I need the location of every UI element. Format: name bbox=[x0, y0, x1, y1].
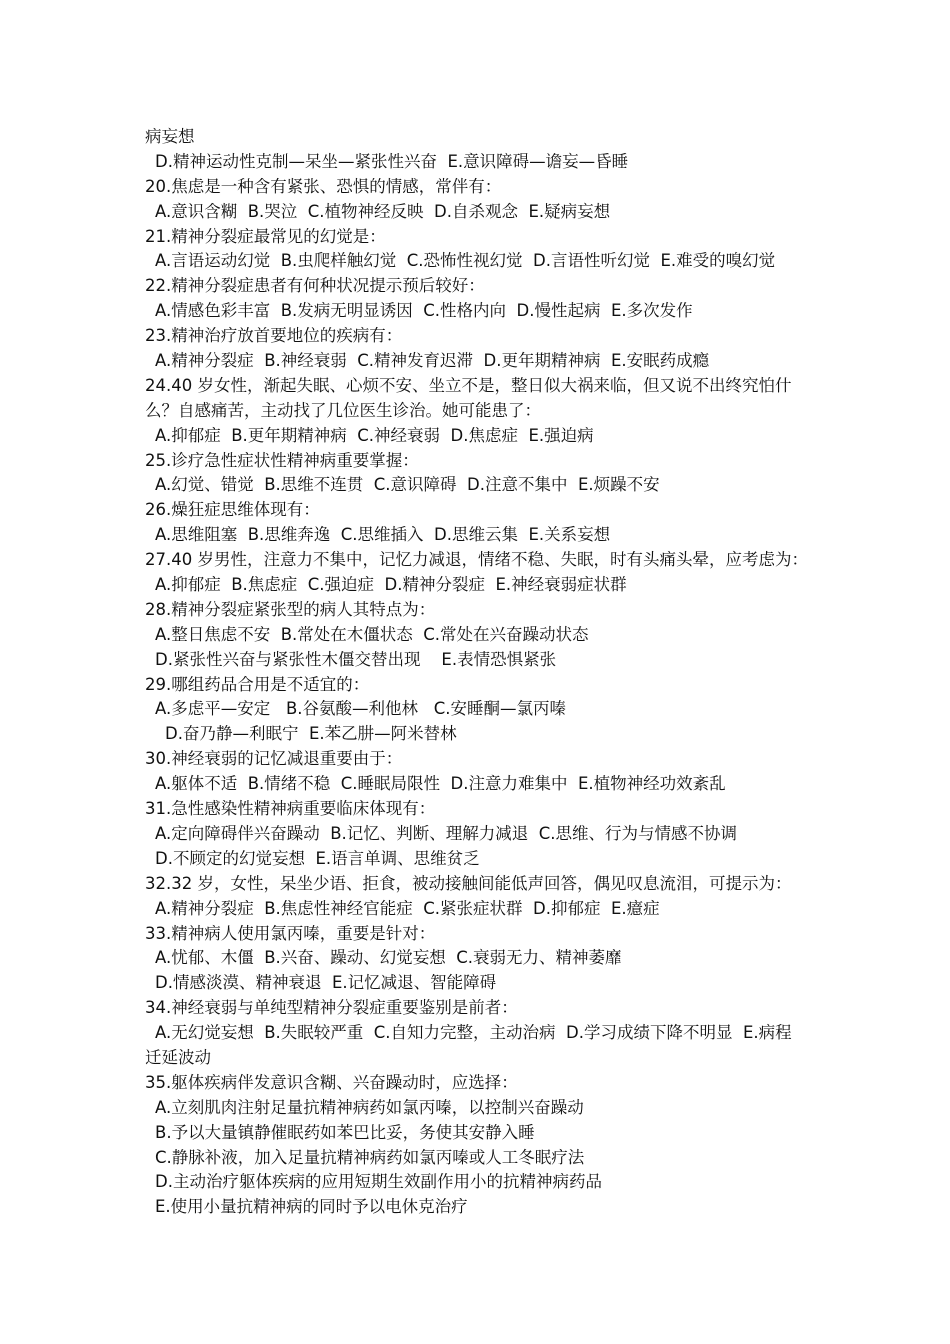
question-options: A.意识含糊 B.哭泣 C.植物神经反映 D.自杀观念 E.疑病妄想 bbox=[155, 201, 611, 221]
question-options: A.思维阻塞 B.思维奔逸 C.思维插入 D.思维云集 E.关系妄想 bbox=[155, 525, 611, 545]
question-22 bbox=[145, 274, 835, 324]
question-options: A.精神分裂症 B.焦虑性神经官能症 C.紧张症状群 D.抑郁症 E.癔症 bbox=[155, 898, 660, 918]
question-option: B.予以大量镇静催眠药如苯巴比妥，务使其安静入睡 bbox=[155, 1122, 535, 1142]
question-option: D.主动治疗躯体疾病的应用短期生效副作用小的抗精神病药品 bbox=[155, 1172, 602, 1192]
question-list bbox=[145, 125, 835, 1220]
question-options: A.情感色彩丰富 B.发病无明显诱因 C.性格内向 D.慢性起病 E.多次发作 bbox=[155, 301, 693, 321]
question-26 bbox=[145, 498, 835, 548]
question-stem: 21.精神分裂症最常见的幻觉是： bbox=[145, 226, 386, 246]
question-option: E.使用小量抗精神病的同时予以电休克治疗 bbox=[155, 1197, 468, 1217]
question-options-wrap: 迁延波动 bbox=[145, 1047, 211, 1067]
question-stem: 33.精神病人使用氯丙嗪，重要是针对： bbox=[145, 923, 436, 943]
question-options: D.不顾定的幻觉妄想 E.语言单调、思维贫乏 bbox=[155, 848, 480, 868]
question-options: A.精神分裂症 B.神经衰弱 C.精神发育迟滞 D.更年期精神病 E.安眠药成瘾 bbox=[155, 351, 710, 371]
question-21 bbox=[145, 225, 835, 275]
question-30 bbox=[145, 747, 835, 797]
question-options: D.奋乃静—利眠宁 E.苯乙肼—阿米替林 bbox=[165, 724, 457, 744]
question-stem: 24.40 岁女性，渐起失眠、心烦不安、坐立不是，整日似大祸来临，但又说不出终究怕什 bbox=[145, 375, 792, 395]
question-24 bbox=[145, 374, 835, 449]
question-options: D.情感淡漠、精神衰退 E.记忆减退、智能障碍 bbox=[155, 973, 497, 993]
question-31 bbox=[145, 797, 835, 872]
question-32 bbox=[145, 872, 835, 922]
question-stem: 29.哪组药品合用是不适宜的： bbox=[145, 674, 370, 694]
question-options: A.抑郁症 B.焦虑症 C.强迫症 D.精神分裂症 E.神经衰弱症状群 bbox=[155, 575, 627, 595]
question-stem: 23.精神治疗放首要地位的疾病有： bbox=[145, 326, 403, 346]
question-options: A.无幻觉妄想 B.失眠较严重 C.自知力完整，主动治病 D.学习成绩下降不明显 E.病程 bbox=[155, 1023, 792, 1043]
question-stem: 么？自感痛苦，主动找了几位医生诊治。她可能患了： bbox=[145, 400, 541, 420]
question-stem: 30.神经衰弱的记忆减退重要由于： bbox=[145, 749, 403, 769]
question-stem: 25.诊疗急性症状性精神病重要掌握： bbox=[145, 450, 419, 470]
question-stem: 35.躯体疾病伴发意识含糊、兴奋躁动时，应选择： bbox=[145, 1072, 518, 1092]
question-stem: 22.精神分裂症患者有何种状况提示预后较好： bbox=[145, 276, 485, 296]
question-33 bbox=[145, 922, 835, 997]
question-options: A.言语运动幻觉 B.虫爬样触幻觉 C.恐怖性视幻觉 D.言语性听幻觉 E.难受的嗅幻觉 bbox=[155, 251, 776, 271]
question-29 bbox=[145, 673, 835, 748]
question-options: A.整日焦虑不安 B.常处在木僵状态 C.常处在兴奋躁动状态 bbox=[155, 624, 589, 644]
question-continuation bbox=[145, 125, 835, 175]
question-options: A.幻觉、错觉 B.思维不连贯 C.意识障碍 D.注意不集中 E.烦躁不安 bbox=[155, 475, 660, 495]
question-stem: 26.燥狂症思维体现有： bbox=[145, 500, 320, 520]
question-20 bbox=[145, 175, 835, 225]
question-options: A.多虑平—安定 B.谷氨酸—利他林 C.安睡酮—氯丙嗪 bbox=[155, 699, 567, 719]
question-stem: 31.急性感染性精神病重要临床体现有： bbox=[145, 799, 436, 819]
question-stem: 28.精神分裂症紧张型的病人其特点为： bbox=[145, 599, 436, 619]
question-stem: 32.32 岁，女性，呆坐少语、拒食，被动接触间能低声回答，偶见叹息流泪，可提示为： bbox=[145, 873, 792, 893]
question-28 bbox=[145, 598, 835, 673]
question-stem: 27.40 岁男性，注意力不集中，记忆力减退，情绪不稳、失眠，时有头痛头晕，应考虑为： bbox=[145, 550, 808, 570]
continuation-line: 病妄想 bbox=[145, 127, 195, 146]
question-options: A.抑郁症 B.更年期精神病 C.神经衰弱 D.焦虑症 E.强迫病 bbox=[155, 425, 594, 445]
question-options: D.紧张性兴奋与紧张性木僵交替出现 E.表情恐惧紧张 bbox=[155, 649, 557, 669]
question-option: C.静脉补液，加入足量抗精神病药如氯丙嗪或人工冬眠疗法 bbox=[155, 1147, 585, 1167]
question-options: A.忧郁、木僵 B.兴奋、躁动、幻觉妄想 C.衰弱无力、精神萎靡 bbox=[155, 948, 622, 968]
question-options: A.躯体不适 B.情绪不稳 C.睡眠局限性 D.注意力难集中 E.植物神经功效紊乱 bbox=[155, 774, 726, 794]
question-23 bbox=[145, 324, 835, 374]
question-stem: 20.焦虑是一种含有紧张、恐惧的情感，常伴有： bbox=[145, 176, 502, 196]
question-34 bbox=[145, 996, 835, 1071]
question-option: A.立刻肌肉注射足量抗精神病药如氯丙嗪，以控制兴奋躁动 bbox=[155, 1097, 584, 1117]
question-stem: 34.神经衰弱与单纯型精神分裂症重要鉴别是前者： bbox=[145, 998, 518, 1018]
continuation-options: D.精神运动性克制—呆坐—紧张性兴奋 E.意识障碍—谵妄—昏睡 bbox=[155, 151, 629, 171]
question-35 bbox=[145, 1071, 835, 1220]
question-25 bbox=[145, 449, 835, 499]
question-options: A.定向障碍伴兴奋躁动 B.记忆、判断、理解力减退 C.思维、行为与情感不协调 bbox=[155, 823, 738, 843]
question-27 bbox=[145, 548, 835, 598]
